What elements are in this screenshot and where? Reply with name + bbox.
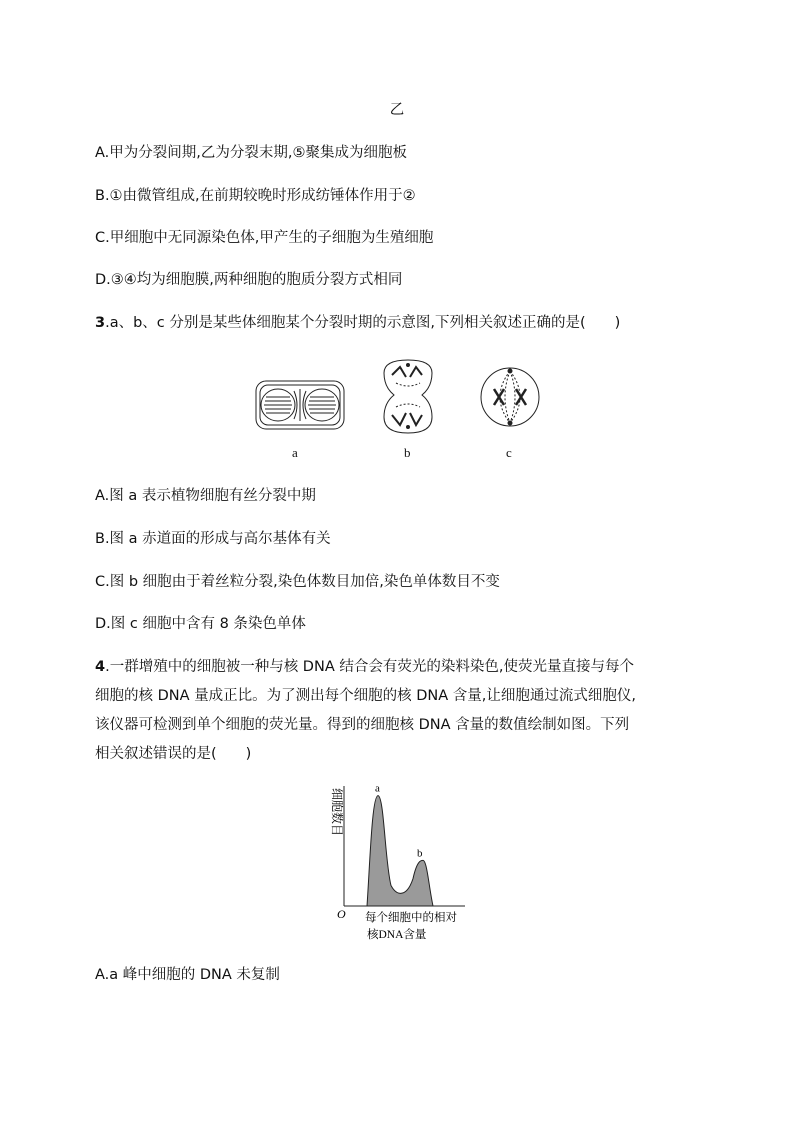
dna-content-chart [315, 780, 475, 945]
q4-stem-line-1 [95, 657, 715, 677]
cell-a-diagram [256, 381, 344, 429]
figure-label-a: a [292, 445, 298, 460]
cell-b-diagram [384, 360, 432, 433]
figure-label-c: c [506, 445, 512, 460]
q4-stem-line-2: 细胞的核 DNA 量成正比。为了测出每个细胞的核 DNA 含量,让细胞通过流式细胞仪, [95, 688, 637, 704]
x-axis-label-line-1: 每个细胞中的相对 [365, 912, 457, 924]
cell-c-diagram [481, 368, 539, 426]
q3-option-d: D.图 c 细胞中含有 8 条染色单体 [95, 616, 306, 632]
figure-caption-yi: 乙 [389, 102, 405, 118]
q3-stem-text: .a、b、c 分别是某些体细胞某个分裂时期的示意图,下列相关叙述正确的是( ) [105, 315, 621, 331]
q2-option-a: A.甲为分裂间期,乙为分裂末期,⑤聚集成为细胞板 [95, 145, 407, 161]
q3-option-b: B.图 a 赤道面的形成与高尔基体有关 [95, 531, 331, 547]
q3-cell-figure [250, 355, 550, 445]
q3-option-c: C.图 b 细胞由于着丝粒分裂,染色体数目加倍,染色单体数目不变 [95, 574, 500, 590]
y-axis-label: 细胞数目 [330, 788, 344, 837]
q2-option-b: B.①由微管组成,在前期较晚时形成纺锤体作用于② [95, 188, 416, 204]
q3-option-a: A.图 a 表示植物细胞有丝分裂中期 [95, 488, 316, 504]
peak-b-label: b [417, 847, 423, 860]
origin-label: O [337, 907, 346, 921]
q4-stem-line-3: 该仪器可检测到单个细胞的荧光量。得到的细胞核 DNA 含量的数值绘制如图。下列 [95, 717, 630, 733]
q2-option-d: D.③④均为细胞膜,两种细胞的胞质分裂方式相同 [95, 272, 403, 288]
q2-option-c: C.甲细胞中无同源染色体,甲产生的子细胞为生殖细胞 [95, 230, 434, 246]
q4-option-a: A.a 峰中细胞的 DNA 未复制 [95, 967, 280, 983]
q4-stem-line-4: 相关叙述错误的是( ) [95, 746, 252, 762]
x-axis-label-line-2: 核DNA含量 [367, 929, 427, 941]
figure-label-b: b [404, 445, 411, 460]
q3-stem [95, 313, 715, 333]
q4-stem-text: .一群增殖中的细胞被一种与核 DNA 结合会有荧光的染料染色,使荧光量直接与每个 [105, 659, 634, 675]
peak-a-label: a [375, 782, 380, 795]
q3-number: 3 [95, 315, 106, 331]
distribution-area [367, 796, 433, 906]
q4-number: 4 [95, 659, 106, 675]
